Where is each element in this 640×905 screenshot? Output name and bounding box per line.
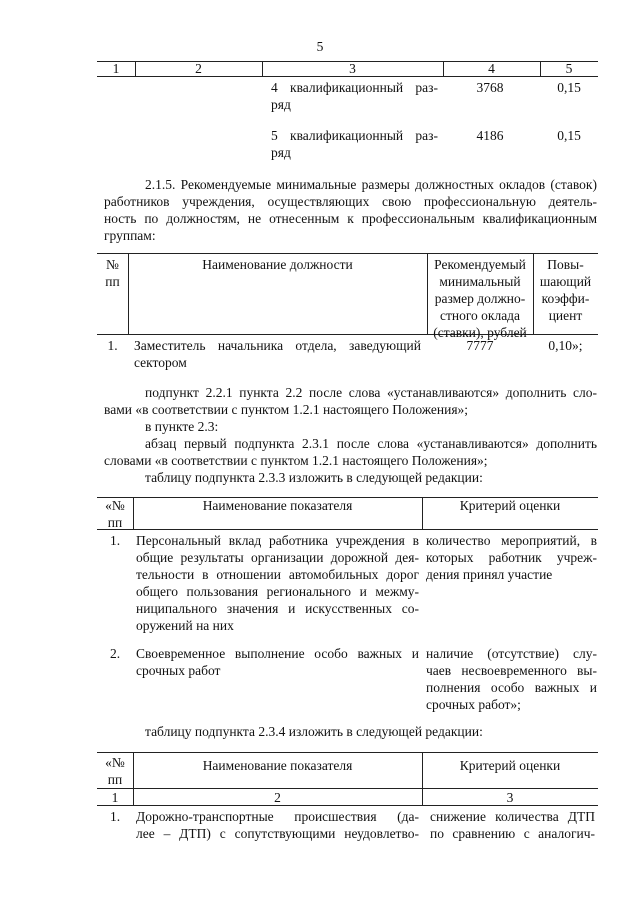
table-4-num-header: «№ пп bbox=[105, 755, 125, 787]
table-1-col-5-header: 5 bbox=[565, 61, 573, 76]
table-4-col-1-number: 1 bbox=[111, 790, 119, 805]
table-1-col-1-header: 1 bbox=[112, 61, 120, 76]
paragraph-2-3-4: таблицу подпункта 2.3.4 изложить в следующей редакции: bbox=[145, 724, 483, 739]
table-3-name-header: Наименование показателя bbox=[202, 498, 353, 513]
table-1-col-2-header: 2 bbox=[195, 61, 202, 76]
table-1-col-3-header: 3 bbox=[349, 61, 356, 76]
table-3-num-header: «№ пп bbox=[105, 498, 125, 530]
table-4-name-header: Наименование показателя bbox=[202, 758, 353, 773]
table-2-coef-header: Повы- шающий коэффи- циент bbox=[539, 257, 592, 323]
table-4-criterion-header: Критерий оценки bbox=[459, 758, 561, 773]
table-4-col-2-number: 2 bbox=[274, 790, 281, 805]
table-4-col-3-number: 3 bbox=[506, 790, 514, 805]
table-3-criterion-header: Критерий оценки bbox=[459, 498, 561, 513]
page-number: 5 bbox=[316, 39, 324, 54]
table-2-num-header: № пп bbox=[105, 257, 120, 289]
table-2-salary-header: Рекомендуемый минимальный размер должно- стного оклада (ставки), рублей bbox=[433, 257, 527, 340]
table-1-col-4-header: 4 bbox=[488, 61, 495, 76]
table-2-name-header: Наименование должности bbox=[202, 257, 353, 272]
